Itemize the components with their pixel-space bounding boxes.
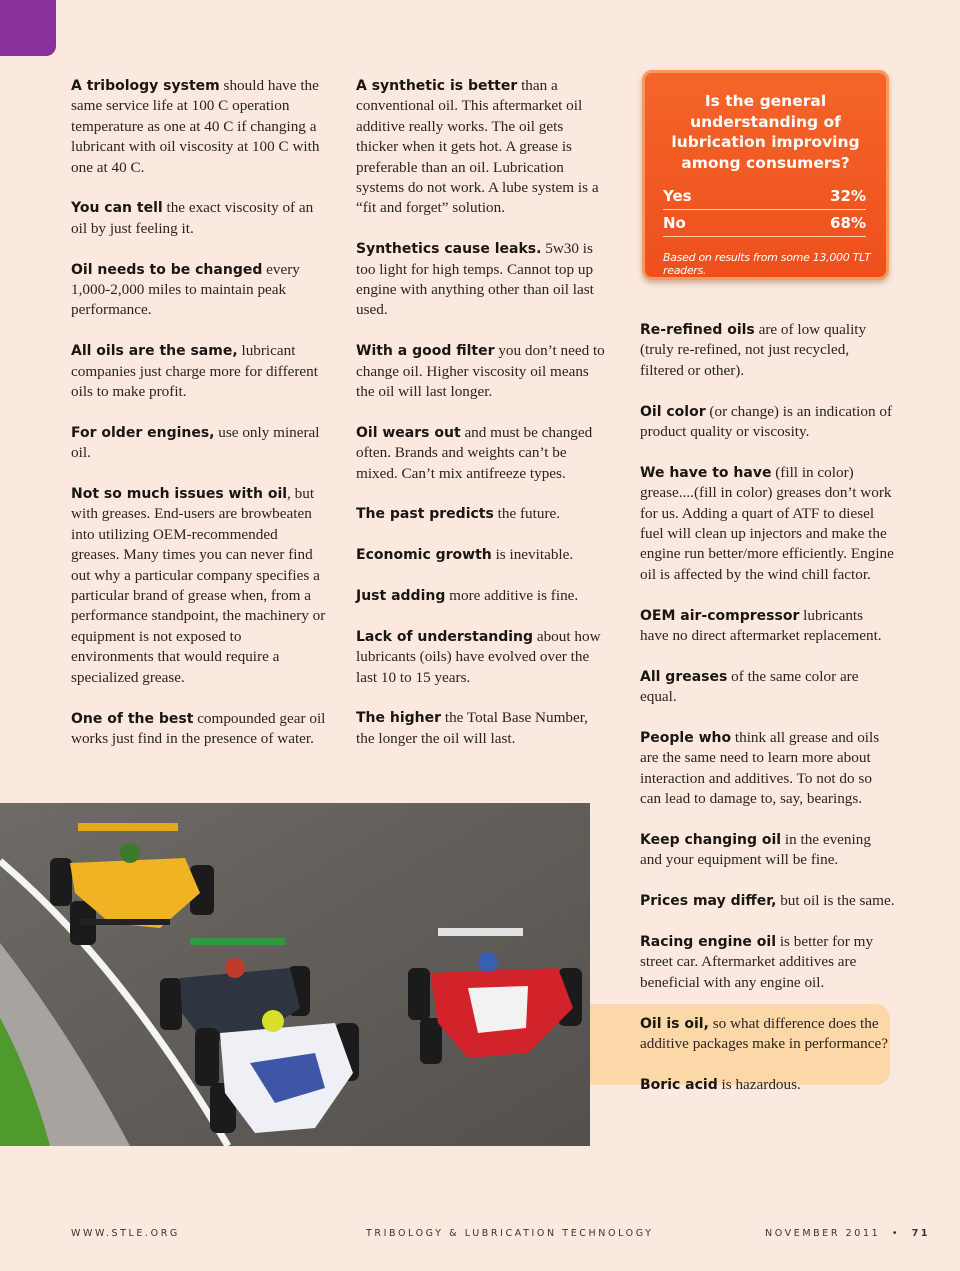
column-1: [71, 76, 326, 770]
text-item: A synthetic is better than a conventional oil. This aftermarket oil additive really works. The oil gets thicker when it gets hot. A grease is preferable than an oil. Lubrication systems do not work. A lube system is a “fit and forget” solution.: [356, 77, 599, 217]
section-tab: [0, 0, 56, 56]
text-item: Oil wears out and must be changed often. Brands and weights can’t be mixed. Can’t mix antifreeze types.: [356, 423, 593, 482]
text-item: For older engines, use only mineral oil.: [71, 423, 320, 462]
text-item: Racing engine oil is better for my street car. Aftermarket additives are beneficial with any engine oil.: [640, 933, 874, 991]
text-item: Not so much issues with oil, but with greases. End-users are browbeaten into utilizing OEM-recommended greases. Many times you can never find out why a particular company specifies a particular brand of grease when, from a performance standpoint, the machinery or equipment is not exposed to environments that would require a specialized grease.: [71, 485, 326, 686]
poll-row-yes: [663, 183, 866, 210]
text-item: One of the best compounded gear oil works just find in the presence of water.: [71, 709, 326, 747]
text-item: Oil needs to be changed every 1,000-2,000 miles to maintain peak performance.: [71, 260, 300, 319]
text-item: Oil is oil, so what difference does the additive packages make in performance?: [640, 1014, 888, 1053]
poll-note: Based on results from some 13,000 TLT readers.: [663, 251, 871, 277]
poll-label: Yes: [663, 187, 692, 205]
text-item: Boric acid is hazardous.: [640, 1075, 801, 1093]
text-item: All oils are the same, lubricant companies just charge more for different oils to make profit.: [71, 342, 318, 401]
poll-value: 68%: [830, 214, 866, 232]
footer-separator: •: [891, 1228, 901, 1239]
footer-magazine: TRIBOLOGY & LUBRICATION TECHNOLOGY: [366, 1228, 654, 1239]
text-item: You can tell the exact viscosity of an oil by just feeling it.: [71, 199, 314, 237]
poll-row-no: [663, 210, 866, 237]
text-item: The higher the Total Base Number, the longer the oil will last.: [356, 709, 588, 747]
text-item: Lack of understanding about how lubricants (oils) have evolved over the last 10 to 15 years.: [356, 627, 601, 686]
text-item: Prices may differ, but oil is the same.: [640, 892, 895, 910]
column-2: [356, 76, 608, 770]
race-cars-photo: [0, 803, 590, 1146]
text-item: Oil color (or change) is an indication of product quality or viscosity.: [640, 402, 893, 441]
column-3: [640, 320, 895, 1116]
poll-label: No: [663, 214, 686, 232]
poll-value: 32%: [830, 187, 866, 205]
text-item: Economic growth is inevitable.: [356, 546, 574, 564]
text-item: People who think all grease and oils are the same need to learn more about interaction and additives. To not do so can lead to damage to, say, bearings.: [640, 729, 880, 808]
text-item: With a good filter you don’t need to change oil. Higher viscosity oil means the oil will last longer.: [356, 342, 605, 401]
footer-date-page: [765, 1228, 930, 1239]
footer-date: NOVEMBER 2011: [765, 1228, 881, 1239]
text-item: Just adding more additive is fine.: [356, 587, 579, 605]
poll-question: Is the general understanding of lubrication improving among consumers?: [671, 92, 860, 172]
text-item: A tribology system should have the same service life at 100 C operation temperature as one at 40 C if changing a lubricant with oil viscosity at 100 C with one at 40 C.: [71, 77, 320, 176]
text-item: Re-refined oils are of low quality (truly re-refined, not just recycled, filtered or other).: [640, 321, 867, 379]
text-item: All greases of the same color are equal.: [640, 667, 859, 706]
page-number: 71: [911, 1228, 931, 1239]
text-item: OEM air-compressor lubricants have no direct aftermarket replacement.: [640, 606, 882, 645]
poll-box: [642, 70, 889, 280]
text-item: We have to have (fill in color) grease....(fill in color) greases don’t work for us. Adding a quart of ATF to diesel fuel will clean up injectors and make the engine run better/more efficiently. Engine oil is affected by the wind chill factor.: [640, 463, 894, 583]
text-item: The past predicts the future.: [356, 505, 561, 523]
text-item: Synthetics cause leaks. 5w30 is too light for high temps. Cannot top up engine with anything other than oil last used.: [356, 240, 594, 319]
text-item: Keep changing oil in the evening and your equipment will be fine.: [640, 831, 871, 869]
footer-website: WWW.STLE.ORG: [71, 1228, 180, 1239]
